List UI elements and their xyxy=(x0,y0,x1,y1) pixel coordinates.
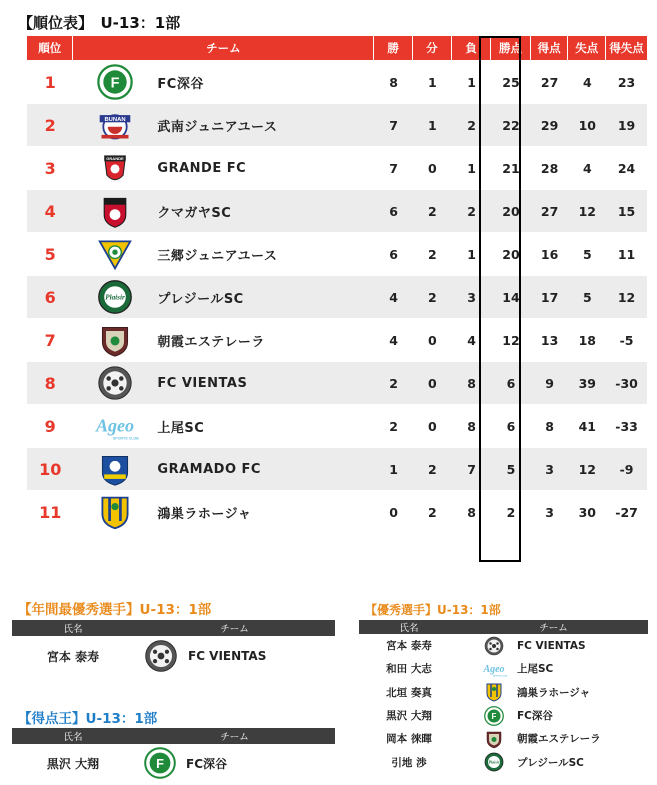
draw-cell: 0 xyxy=(413,146,452,189)
standings-header-row xyxy=(27,36,647,60)
excellent-player-name: 北垣 奏真 xyxy=(386,686,432,699)
team-name: FC深谷 xyxy=(157,76,204,92)
goal-difference-cell: 24 xyxy=(606,146,647,189)
team-name: プレジールSC xyxy=(157,291,244,307)
svg-text:SPORTS CLUB: SPORTS CLUB xyxy=(492,675,508,678)
goals-for-cell: 9 xyxy=(531,361,569,404)
top-scorer-player-name: 黒沢 大翔 xyxy=(46,756,100,771)
standings-row xyxy=(27,404,647,447)
excellent-player-name: 黒沢 大翔 xyxy=(386,710,432,723)
header-goals-against: 失点 xyxy=(568,36,606,60)
loss-cell: 8 xyxy=(452,361,491,404)
gramado-logo-icon xyxy=(73,451,157,487)
draw-cell: 1 xyxy=(413,60,452,103)
svg-text:SPORTS CLUB: SPORTS CLUB xyxy=(113,436,140,441)
goals-against-cell: 4 xyxy=(568,60,606,103)
win-cell: 8 xyxy=(374,60,412,103)
top-scorer-header-name: 氏名 xyxy=(12,728,134,744)
header-points: 勝点 xyxy=(491,36,531,60)
goal-difference-cell: -33 xyxy=(606,404,647,447)
excellent-players-table xyxy=(359,620,648,774)
ageo-logo-icon xyxy=(479,659,509,679)
goal-difference-cell: -27 xyxy=(606,490,647,533)
standings-row xyxy=(27,189,647,232)
win-cell: 6 xyxy=(374,232,412,275)
goals-for-cell: 28 xyxy=(531,146,569,189)
excellent-team-name: 鴻巣ラホージャ xyxy=(517,686,591,699)
team-name: 三郷ジュニアユース xyxy=(157,248,278,264)
mvp-player-name: 宮本 泰寿 xyxy=(46,649,100,664)
excellent-player-row xyxy=(359,681,648,704)
rank-cell: 3 xyxy=(27,146,73,189)
rank-cell: 8 xyxy=(27,361,73,404)
rank-cell: 11 xyxy=(27,490,73,533)
excellent-section-title: 【優秀選手】U-13：1部 xyxy=(365,603,501,617)
points-cell: 6 xyxy=(491,361,531,404)
svg-text:BUNAN: BUNAN xyxy=(104,116,126,123)
goals-against-cell: 41 xyxy=(568,404,606,447)
asaka-logo-icon xyxy=(479,729,509,749)
excellent-player-row xyxy=(359,634,648,657)
standings-row xyxy=(27,318,647,361)
points-cell: 20 xyxy=(491,232,531,275)
goals-against-cell: 30 xyxy=(568,490,606,533)
rank-cell: 9 xyxy=(27,404,73,447)
goals-against-cell: 5 xyxy=(568,275,606,318)
excellent-header-team: チーム xyxy=(459,620,648,634)
header-loss: 負 xyxy=(452,36,491,60)
points-cell: 5 xyxy=(491,447,531,490)
svg-text:Plaisir: Plaisir xyxy=(105,293,126,302)
rank-cell: 7 xyxy=(27,318,73,361)
vientas-logo-icon xyxy=(479,636,509,656)
draw-cell: 1 xyxy=(413,103,452,146)
goals-for-cell: 16 xyxy=(531,232,569,275)
header-goals-for: 得点 xyxy=(531,36,569,60)
win-cell: 2 xyxy=(374,361,412,404)
mvp-section-title: 【年間最優秀選手】U-13：1部 xyxy=(18,602,212,618)
top-scorer-row xyxy=(12,744,335,782)
standings-row xyxy=(27,490,647,533)
plaisir-logo-icon xyxy=(479,752,509,772)
goal-difference-cell: 23 xyxy=(606,60,647,103)
page-title: 【順位表】 U-13：1部 xyxy=(18,14,181,32)
team-name: 鴻巣ラホージャ xyxy=(157,506,252,522)
grande-logo-icon xyxy=(73,150,157,186)
goals-for-cell: 3 xyxy=(531,490,569,533)
goal-difference-cell: 15 xyxy=(606,189,647,232)
goals-against-cell: 10 xyxy=(568,103,606,146)
goals-for-cell: 3 xyxy=(531,447,569,490)
header-rank: 順位 xyxy=(27,36,73,60)
goals-for-cell: 17 xyxy=(531,275,569,318)
draw-cell: 2 xyxy=(413,490,452,533)
excellent-player-name: 引地 渉 xyxy=(391,756,427,769)
win-cell: 4 xyxy=(374,318,412,361)
rank-cell: 1 xyxy=(27,60,73,103)
loss-cell: 2 xyxy=(452,189,491,232)
lajolla-logo-icon xyxy=(73,494,157,530)
points-cell: 22 xyxy=(491,103,531,146)
loss-cell: 1 xyxy=(452,60,491,103)
loss-cell: 8 xyxy=(452,404,491,447)
fc-fukaya-logo-icon xyxy=(144,747,176,779)
goals-for-cell: 27 xyxy=(531,60,569,103)
standings-row xyxy=(27,447,647,490)
points-cell: 6 xyxy=(491,404,531,447)
vientas-logo-icon xyxy=(73,365,157,401)
loss-cell: 8 xyxy=(452,490,491,533)
top-scorer-team-name: FC深谷 xyxy=(186,756,228,771)
excellent-team-name: プレジールSC xyxy=(517,756,584,769)
mvp-header-name: 氏名 xyxy=(12,620,134,636)
excellent-team-name: FC VIENTAS xyxy=(517,639,586,652)
header-draw: 分 xyxy=(413,36,452,60)
team-name: GRANDE FC xyxy=(157,160,247,176)
standings-table xyxy=(27,36,647,533)
team-name: 武南ジュニアユース xyxy=(157,119,278,135)
goals-against-cell: 18 xyxy=(568,318,606,361)
vientas-logo-icon xyxy=(144,639,178,673)
team-name: FC VIENTAS xyxy=(157,375,248,391)
rank-cell: 5 xyxy=(27,232,73,275)
win-cell: 6 xyxy=(374,189,412,232)
goals-against-cell: 12 xyxy=(568,189,606,232)
rank-cell: 10 xyxy=(27,447,73,490)
standings-row xyxy=(27,275,647,318)
standings-row xyxy=(27,103,647,146)
points-cell: 20 xyxy=(491,189,531,232)
goal-difference-cell: 11 xyxy=(606,232,647,275)
standings-row xyxy=(27,232,647,275)
goals-against-cell: 5 xyxy=(568,232,606,275)
svg-text:F: F xyxy=(111,75,120,92)
top-scorer-header-team: チーム xyxy=(134,728,335,744)
goals-for-cell: 13 xyxy=(531,318,569,361)
header-goal-difference: 得失点 xyxy=(606,36,647,60)
goals-against-cell: 39 xyxy=(568,361,606,404)
excellent-player-row xyxy=(359,750,648,773)
top-scorer-section-title: 【得点王】U-13：1部 xyxy=(18,711,158,727)
loss-cell: 3 xyxy=(452,275,491,318)
team-name: クマガヤSC xyxy=(157,205,232,221)
standings-row xyxy=(27,146,647,189)
win-cell: 0 xyxy=(374,490,412,533)
goals-for-cell: 8 xyxy=(531,404,569,447)
team-name: 朝霞エステレーラ xyxy=(157,334,265,350)
mvp-team-name: FC VIENTAS xyxy=(188,649,267,663)
excellent-team-name: FC深谷 xyxy=(517,710,553,723)
goals-against-cell: 12 xyxy=(568,447,606,490)
mvp-table xyxy=(12,620,335,676)
goals-against-cell: 4 xyxy=(568,146,606,189)
excellent-player-name: 岡本 徠暉 xyxy=(386,733,432,746)
loss-cell: 1 xyxy=(452,232,491,275)
excellent-player-name: 和田 大志 xyxy=(386,663,432,676)
draw-cell: 2 xyxy=(413,447,452,490)
points-cell: 25 xyxy=(491,60,531,103)
excellent-player-row xyxy=(359,704,648,727)
draw-cell: 2 xyxy=(413,189,452,232)
goal-difference-cell: 12 xyxy=(606,275,647,318)
top-scorer-table xyxy=(12,728,335,782)
standings-row xyxy=(27,361,647,404)
points-cell: 12 xyxy=(491,318,531,361)
header-win: 勝 xyxy=(374,36,412,60)
mvp-header-team: チーム xyxy=(134,620,335,636)
svg-text:Ageo: Ageo xyxy=(96,415,135,436)
lajolla-logo-icon xyxy=(479,682,509,702)
goal-difference-cell: 19 xyxy=(606,103,647,146)
draw-cell: 2 xyxy=(413,275,452,318)
loss-cell: 7 xyxy=(452,447,491,490)
win-cell: 4 xyxy=(374,275,412,318)
rank-cell: 6 xyxy=(27,275,73,318)
excellent-team-name: 上尾SC xyxy=(517,663,554,676)
win-cell: 1 xyxy=(374,447,412,490)
svg-text:Ageo: Ageo xyxy=(483,663,505,675)
draw-cell: 0 xyxy=(413,318,452,361)
draw-cell: 0 xyxy=(413,361,452,404)
excellent-team-name: 朝霞エステレーラ xyxy=(517,733,601,746)
win-cell: 2 xyxy=(374,404,412,447)
loss-cell: 2 xyxy=(452,103,491,146)
excellent-player-row xyxy=(359,727,648,750)
misato-logo-icon xyxy=(73,236,157,272)
points-cell: 14 xyxy=(491,275,531,318)
loss-cell: 1 xyxy=(452,146,491,189)
plaisir-logo-icon xyxy=(73,279,157,315)
win-cell: 7 xyxy=(374,146,412,189)
points-cell: 2 xyxy=(491,490,531,533)
svg-text:F: F xyxy=(156,755,164,771)
draw-cell: 0 xyxy=(413,404,452,447)
fc-fukaya-logo-icon xyxy=(73,64,157,100)
header-team: チーム xyxy=(73,36,374,60)
kumagaya-logo-icon xyxy=(73,193,157,229)
rank-cell: 2 xyxy=(27,103,73,146)
draw-cell: 2 xyxy=(413,232,452,275)
loss-cell: 4 xyxy=(452,318,491,361)
standings-row xyxy=(27,60,647,103)
goal-difference-cell: -30 xyxy=(606,361,647,404)
goal-difference-cell: -9 xyxy=(606,447,647,490)
fc-fukaya-logo-icon xyxy=(479,706,509,726)
bunan-logo-icon xyxy=(73,107,157,143)
excellent-header-name: 氏名 xyxy=(359,620,459,634)
goal-difference-cell: -5 xyxy=(606,318,647,361)
svg-text:GRANDE: GRANDE xyxy=(106,155,125,161)
asaka-logo-icon xyxy=(73,322,157,358)
goals-for-cell: 27 xyxy=(531,189,569,232)
mvp-row xyxy=(12,636,335,676)
svg-text:F: F xyxy=(491,711,497,721)
team-name: 上尾SC xyxy=(157,420,205,436)
team-name: GRAMADO FC xyxy=(157,461,261,477)
excellent-player-row xyxy=(359,657,648,680)
goals-for-cell: 29 xyxy=(531,103,569,146)
excellent-player-name: 宮本 泰寿 xyxy=(386,640,432,653)
points-cell: 21 xyxy=(491,146,531,189)
ageo-logo-icon xyxy=(73,408,157,444)
win-cell: 7 xyxy=(374,103,412,146)
svg-text:Plaisir: Plaisir xyxy=(488,759,500,765)
rank-cell: 4 xyxy=(27,189,73,232)
